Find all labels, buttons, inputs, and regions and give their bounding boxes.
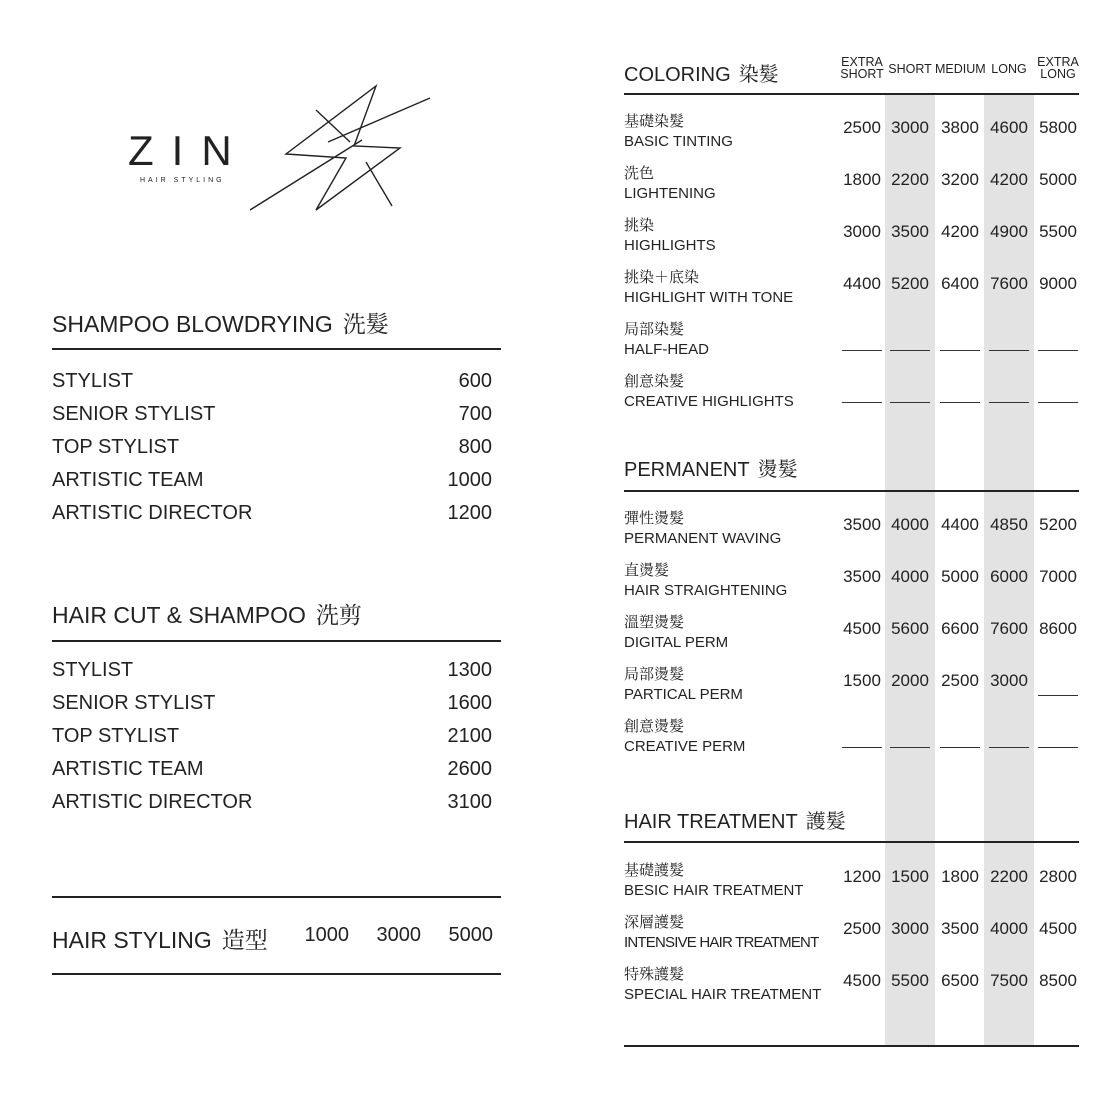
price-cell: 5600 — [891, 619, 929, 638]
service-name-en: DIGITAL PERM — [624, 634, 729, 651]
price-cell: 5000 — [1039, 170, 1077, 189]
price-unavailable-dash — [842, 747, 882, 748]
price-unavailable-dash — [1038, 350, 1078, 351]
price-cell: 6000 — [990, 567, 1028, 586]
column-header: EXTRA SHORT — [840, 55, 884, 81]
service-name-zh: 彈性燙髮 — [624, 510, 685, 527]
price-unavailable-dash — [989, 350, 1029, 351]
price-unavailable-dash — [989, 747, 1029, 748]
price-cell: 1800 — [843, 170, 881, 189]
price-cell: 3800 — [941, 118, 979, 137]
service-name-zh: 特殊護髮 — [624, 966, 685, 983]
haircut-title-zh: 洗剪 — [315, 602, 362, 628]
service-name-zh: 挑染＋底染 — [624, 269, 700, 286]
service-name-en: INTENSIVE HAIR TREATMENT — [624, 934, 819, 951]
haircut-section-title — [52, 597, 362, 630]
price-unavailable-dash — [940, 350, 980, 351]
service-name-zh: 局部燙髮 — [624, 666, 685, 683]
shampoo-title-en: SHAMPOO BLOWDRYING — [52, 311, 333, 337]
price-row — [52, 398, 492, 431]
service-name-zh: 挑染 — [624, 217, 655, 234]
price-cell: 4500 — [843, 971, 881, 990]
price-cell: 4400 — [843, 274, 881, 293]
price-unavailable-dash — [940, 402, 980, 403]
price-cell: 7500 — [990, 971, 1028, 990]
price-cell: 6400 — [941, 274, 979, 293]
column-header: SHORT — [888, 62, 932, 76]
price-cell: 4900 — [990, 222, 1028, 241]
service-name-zh: 基礎護髮 — [624, 862, 685, 879]
service-name-zh: 局部染髮 — [624, 321, 685, 338]
price-cell: 3500 — [843, 515, 881, 534]
price-cell: 2000 — [891, 671, 929, 690]
service-name-zh: 直燙髮 — [624, 562, 670, 579]
price-cell: 4600 — [990, 118, 1028, 137]
price-cell: 3000 — [990, 671, 1028, 690]
service-name-en: CREATIVE HIGHLIGHTS — [624, 393, 794, 410]
price-unavailable-dash — [1038, 695, 1078, 696]
styling-section-title — [52, 922, 268, 955]
price-cell: 4000 — [891, 567, 929, 586]
price-cell: 5500 — [891, 971, 929, 990]
price-cell: 7600 — [990, 274, 1028, 293]
price-cell: 5200 — [1039, 515, 1077, 534]
price-unavailable-dash — [940, 747, 980, 748]
tier-name: SENIOR STYLIST — [52, 692, 216, 714]
price-row — [52, 753, 492, 786]
price-cell: 5800 — [1039, 118, 1077, 137]
service-name-en: HIGHLIGHTS — [624, 237, 716, 254]
price-cell: 5200 — [891, 274, 929, 293]
price-cell: 7000 — [1039, 567, 1077, 586]
tier-price: 3100 — [447, 791, 492, 813]
price-cell: 4000 — [990, 919, 1028, 938]
price-cell: 2800 — [1039, 867, 1077, 886]
price-cell: 2500 — [843, 118, 881, 137]
service-name-en: BESIC HAIR TREATMENT — [624, 882, 804, 899]
tier-price: 800 — [458, 436, 492, 458]
treatment-section-title — [624, 805, 846, 834]
price-row — [52, 687, 492, 720]
service-name-en: CREATIVE PERM — [624, 738, 746, 755]
permanent-divider — [624, 490, 1079, 492]
styling-title-zh: 造型 — [221, 927, 268, 953]
service-name-en: HALF-HEAD — [624, 341, 710, 358]
price-row — [52, 654, 492, 687]
tier-name: TOP STYLIST — [52, 725, 180, 747]
price-row — [52, 497, 492, 530]
price-cell: 6500 — [941, 971, 979, 990]
coloring-title-en: COLORING — [624, 64, 731, 86]
price-row — [52, 365, 492, 398]
price-row — [52, 431, 492, 464]
price-cell: 2500 — [941, 671, 979, 690]
price-unavailable-dash — [1038, 747, 1078, 748]
price-cell: 3000 — [891, 118, 929, 137]
table-bottom-divider — [624, 1045, 1079, 1047]
price-cell: 8500 — [1039, 971, 1077, 990]
column-header: EXTRA LONG — [1037, 55, 1079, 81]
price-cell: 2200 — [891, 170, 929, 189]
service-name-zh: 創意燙髮 — [624, 718, 685, 735]
price-cell: 1200 — [843, 867, 881, 886]
service-name-zh: 深層護髮 — [624, 914, 685, 931]
permanent-section-title — [624, 453, 798, 482]
column-header: LONG — [991, 62, 1027, 76]
coloring-title-zh: 染髮 — [738, 64, 779, 86]
price-cell: 3000 — [843, 222, 881, 241]
haircut-title-en: HAIR CUT & SHAMPOO — [52, 602, 306, 628]
price-cell: 9000 — [1039, 274, 1077, 293]
service-name-en: LIGHTENING — [624, 185, 716, 202]
price-cell: 5000 — [941, 567, 979, 586]
tier-name: STYLIST — [52, 370, 134, 392]
treatment-title-zh: 護髮 — [805, 811, 846, 833]
price-cell: 1500 — [891, 867, 929, 886]
tier-price: 600 — [458, 370, 492, 392]
price-cell: 3500 — [891, 222, 929, 241]
price-cell: 3500 — [941, 919, 979, 938]
tier-name: ARTISTIC DIRECTOR — [52, 791, 253, 813]
column-header: MEDIUM — [935, 62, 986, 76]
logo-wordmark: ZIN — [128, 127, 250, 174]
lightning-star-icon — [250, 84, 432, 212]
price-cell: 4500 — [843, 619, 881, 638]
tier-price: 1300 — [447, 659, 492, 681]
price-cell: 1800 — [941, 867, 979, 886]
haircut-divider — [52, 640, 501, 642]
price-cell: 2200 — [990, 867, 1028, 886]
tier-name: ARTISTIC TEAM — [52, 469, 204, 491]
service-name-zh: 洗色 — [624, 165, 655, 182]
price-cell: 3200 — [941, 170, 979, 189]
treatment-divider — [624, 841, 1079, 843]
price-unavailable-dash — [890, 402, 930, 403]
price-cell: 3500 — [843, 567, 881, 586]
price-cell: 8600 — [1039, 619, 1077, 638]
service-name-en: BASIC TINTING — [624, 133, 733, 150]
service-name-zh: 創意染髮 — [624, 373, 685, 390]
price-row — [52, 720, 492, 753]
styling-price-3: 5000 — [448, 924, 493, 946]
price-row — [52, 786, 492, 819]
logo-subtitle: HAIR STYLING — [140, 177, 225, 184]
price-cell: 2500 — [843, 919, 881, 938]
price-cell: 4200 — [990, 170, 1028, 189]
tier-name: ARTISTIC TEAM — [52, 758, 204, 780]
service-name-en: HAIR STRAIGHTENING — [624, 582, 788, 599]
shampoo-section-title — [52, 306, 389, 339]
coloring-divider — [624, 93, 1079, 95]
service-name-en: PARTICAL PERM — [624, 686, 743, 703]
price-cell: 7600 — [990, 619, 1028, 638]
styling-price-1: 1000 — [304, 924, 349, 946]
price-cell: 3000 — [891, 919, 929, 938]
styling-title-en: HAIR STYLING — [52, 927, 212, 953]
treatment-title-en: HAIR TREATMENT — [624, 811, 798, 833]
styling-price-2: 3000 — [376, 924, 421, 946]
tier-price: 1200 — [447, 502, 492, 524]
price-cell: 5500 — [1039, 222, 1077, 241]
price-unavailable-dash — [842, 402, 882, 403]
tier-name: STYLIST — [52, 659, 134, 681]
service-name-zh: 溫塑燙髮 — [624, 614, 685, 631]
service-name-en: PERMANENT WAVING — [624, 530, 782, 547]
price-cell: 4000 — [891, 515, 929, 534]
shampoo-title-zh: 洗髮 — [342, 311, 389, 337]
tier-name: TOP STYLIST — [52, 436, 180, 458]
service-name-en: SPECIAL HAIR TREATMENT — [624, 986, 822, 1003]
price-cell: 6600 — [941, 619, 979, 638]
tier-price: 700 — [458, 403, 492, 425]
price-cell: 4200 — [941, 222, 979, 241]
service-name-en: HIGHLIGHT WITH TONE — [624, 289, 794, 306]
styling-top-divider — [52, 896, 501, 898]
price-cell: 4400 — [941, 515, 979, 534]
tier-price: 1000 — [447, 469, 492, 491]
tier-name: SENIOR STYLIST — [52, 403, 216, 425]
price-cell: 4850 — [990, 515, 1028, 534]
styling-bottom-divider — [52, 973, 501, 975]
price-cell: 4500 — [1039, 919, 1077, 938]
price-unavailable-dash — [989, 402, 1029, 403]
service-name-zh: 基礎染髮 — [624, 113, 685, 130]
price-unavailable-dash — [1038, 402, 1078, 403]
price-unavailable-dash — [890, 747, 930, 748]
shampoo-divider — [52, 348, 501, 350]
price-cell: 1500 — [843, 671, 881, 690]
tier-price: 2100 — [447, 725, 492, 747]
permanent-title-en: PERMANENT — [624, 459, 750, 481]
tier-price: 2600 — [447, 758, 492, 780]
permanent-title-zh: 燙髮 — [757, 459, 798, 481]
tier-name: ARTISTIC DIRECTOR — [52, 502, 253, 524]
coloring-section-title — [624, 58, 779, 87]
price-row — [52, 464, 492, 497]
tier-price: 1600 — [447, 692, 492, 714]
price-unavailable-dash — [842, 350, 882, 351]
price-unavailable-dash — [890, 350, 930, 351]
